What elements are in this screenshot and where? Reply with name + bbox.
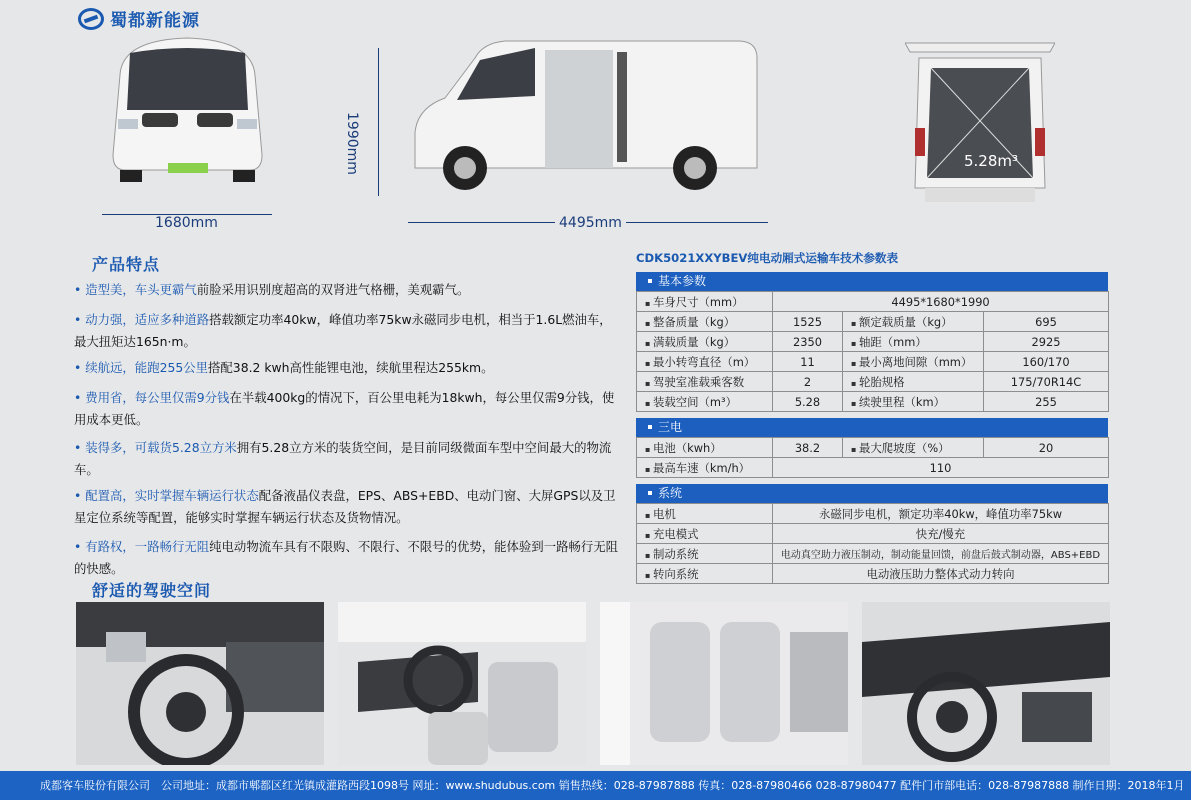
spec-power-header: 三电 (636, 418, 1108, 437)
feature-item: • 配置高，实时掌握车辆运行状态配备液晶仪表盘，EPS、ABS+EBD、电动门窗、大屏GPS以及卫星定位系统等配置，能够实时掌握车辆运行状态及货物情况。 (74, 488, 616, 525)
feature-item: • 有路权，一路畅行无阻纯电动物流车具有不限购、不限行、不限号的优势，能体验到一路畅行无阻的快感。 (74, 539, 619, 576)
feature-item: • 装得多，可载货5.28立方米拥有5.28立方米的装货空间，是目前同级微面车型中空间最大的物流车。 (74, 440, 612, 477)
spec-basic-header: 基本参数 (636, 272, 1108, 291)
van-side-view (405, 38, 770, 198)
table-row: ▪ 最高车速（km/h） 110 (637, 458, 1109, 478)
van-front-view (100, 35, 275, 185)
footer-contact-bar: 成都客车股份有限公司 公司地址：成都市郫都区红光镇成灌路西段1098号 网址：www.shudubus.com 销售热线：028-87987888 传真：028-87980466 028-87980477 配件门市部电话：028-87987888 制作日期：2018年1月 (0, 771, 1191, 800)
table-row: ▪ 充电模式 快充/慢充 (637, 524, 1109, 544)
brand-emblem-icon (78, 8, 104, 30)
width-dimension: 1680mm (155, 215, 218, 231)
spec-system-header: 系统 (636, 484, 1108, 503)
brand-logo (78, 6, 200, 31)
feature-item: • 费用省，每公里仅需9分钱在半载400kg的情况下，百公里电耗为18kwh，每公里仅需9分钱，使用成本更低。 (74, 390, 615, 427)
feature-item: • 动力强，适应多种道路搭载额定功率40kw，峰值功率75kw永磁同步电机，相当于1.6L燃油车，最大扭矩达165n·m。 (74, 312, 612, 349)
dashboard-photo (76, 602, 324, 765)
table-row: ▪ 转向系统 电动液压助力整体式动力转向 (637, 564, 1109, 584)
comfort-title: 舒适的驾驶空间 (92, 581, 212, 600)
spec-basic-section (636, 272, 1108, 412)
spec-system-table (636, 503, 1109, 584)
table-row: ▪ 整备质量（kg） 1525 ▪ 额定载质量（kg） 695 (637, 312, 1109, 332)
features-title: 产品特点 (92, 255, 161, 274)
brand-name: 蜀都新能源 (110, 11, 200, 31)
height-dimension-line (378, 48, 379, 196)
spec-basic-table (636, 291, 1109, 412)
table-row: ▪ 驾驶室准载乘客数 2 ▪ 轮胎规格 175/70R14C (637, 372, 1109, 392)
table-row: ▪ 装载空间（m³） 5.28 ▪ 续驶里程（km） 255 (637, 392, 1109, 412)
seats-photo (600, 602, 848, 765)
table-row: ▪ 最小转弯直径（m） 11 ▪ 最小离地间隙（mm） 160/170 (637, 352, 1109, 372)
spec-power-section (636, 418, 1108, 478)
spec-system-section (636, 484, 1108, 584)
spec-table-title: CDK5021XXYBEV纯电动厢式运输车技术参数表 (636, 251, 899, 265)
height-dimension: 1990mm (344, 112, 360, 175)
cockpit-photo (862, 602, 1110, 765)
cargo-volume-label: 5.28m³ (964, 152, 1019, 170)
driver-cab-photo (338, 602, 586, 765)
table-row: ▪ 满载质量（kg） 2350 ▪ 轴距（mm） 2925 (637, 332, 1109, 352)
van-rear-view (905, 38, 1055, 208)
length-dimension: 4495mm (555, 215, 626, 231)
table-row: ▪ 电机 永磁同步电机，额定功率40kw，峰值功率75kw (637, 504, 1109, 524)
spec-power-table (636, 437, 1109, 478)
table-row: ▪ 车身尺寸（mm） 4495*1680*1990 (637, 292, 1109, 312)
interior-photo-strip (76, 602, 1110, 765)
table-row: ▪ 电池（kwh） 38.2 ▪ 最大爬坡度（%） 20 (637, 438, 1109, 458)
table-row: ▪ 制动系统 电动真空助力液压制动，制动能量回馈，前盘后鼓式制动器，ABS+EBD (637, 544, 1109, 564)
feature-item: • 续航远，能跑255公里搭配38.2 kwh高性能锂电池，续航里程达255km。 (74, 360, 494, 375)
feature-item: • 造型美，车头更霸气前脸采用识别度超高的双肾进气格栅，美观霸气。 (74, 282, 470, 297)
